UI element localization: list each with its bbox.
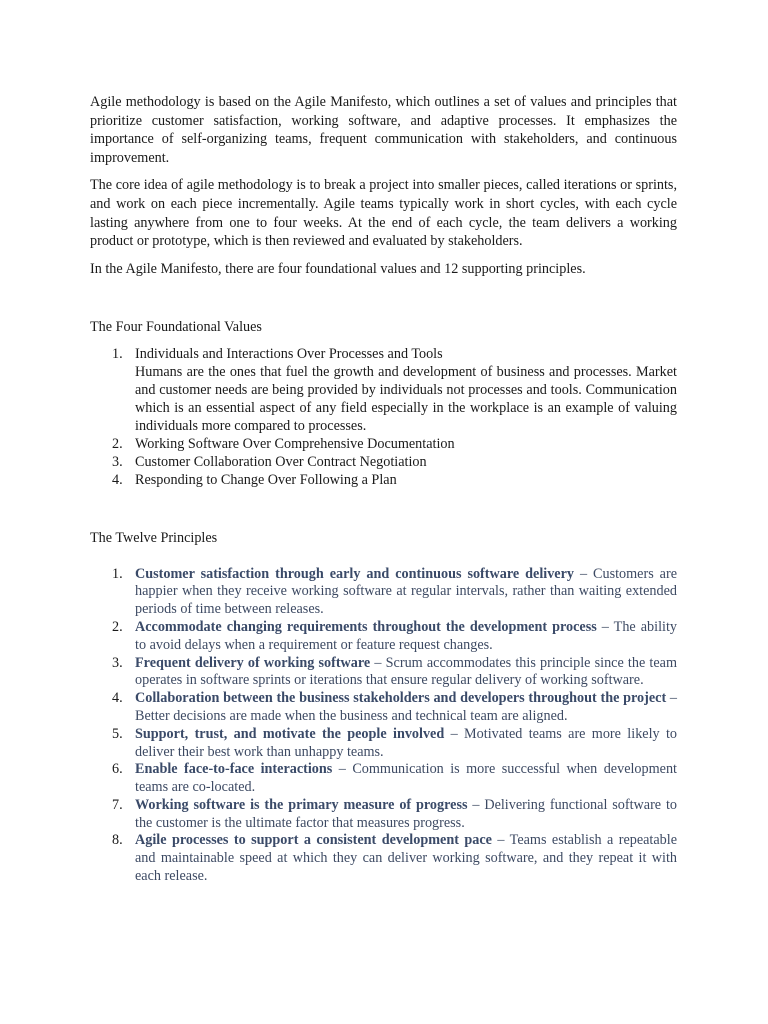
- principle-title: Frequent delivery of working software: [135, 654, 371, 671]
- intro-paragraph-1: Agile methodology is based on the Agile Manifesto, which outlines a set of values and principles that prioritize customer satisfaction, working software, and adaptive processes. It emphasizes the importance of self-organizing teams, frequent communication with stakeholders, and continuous improvement.: [90, 94, 677, 166]
- list-number: 2.: [112, 435, 123, 452]
- principle-description: – The ability to avoid delays when a requirement or feature request changes.: [135, 618, 677, 653]
- list-number: 3.: [112, 453, 123, 470]
- list-number: 6.: [112, 761, 123, 778]
- list-number: 3.: [112, 654, 123, 671]
- list-item: [90, 453, 677, 471]
- value-title: Individuals and Interactions Over Processes and Tools: [135, 345, 443, 362]
- list-number: 2.: [112, 618, 123, 635]
- principle-title: Support, trust, and motivate the people involved: [135, 725, 445, 742]
- intro-paragraph-2: The core idea of agile methodology is to break a project into smaller pieces, called iterations or sprints, and work on each piece incrementally. Agile teams typically work in short cycles, with each cycle lasting anywhere from one to four weeks. At the end of each cycle, the team delivers a working product or prototype, which is then reviewed and evaluated by stakeholders.: [90, 177, 677, 250]
- list-number: 7.: [112, 796, 123, 813]
- list-number: 5.: [112, 725, 123, 742]
- principle-title: Agile processes to support a consistent development pace: [135, 832, 492, 849]
- list-number: 8.: [112, 832, 123, 849]
- list-item: [90, 726, 677, 762]
- document-page: [90, 93, 677, 886]
- values-heading: The Four Foundational Values: [90, 319, 262, 336]
- list-item: [90, 655, 677, 691]
- principle-description: – Scrum accommodates this principle since the team operates in software sprints or iterations that ensure regular delivery of working software.: [135, 654, 677, 689]
- principle-description: – Motivated teams are more likely to deliver their best work than unhappy teams.: [135, 725, 677, 760]
- principle-title: Accommodate changing requirements throughout the development process: [135, 618, 597, 635]
- list-item: [90, 566, 677, 619]
- list-item: [90, 435, 677, 453]
- principle-title: Collaboration between the business stakeholders and developers throughout the project: [135, 690, 667, 707]
- principle-title: Working software is the primary measure of progress: [135, 796, 468, 813]
- principles-heading: The Twelve Principles: [90, 529, 218, 546]
- list-item: [90, 832, 677, 885]
- principle-description: – Customers are happier when they receive working software at regular intervals, rather than waiting extended periods of time between releases.: [135, 565, 677, 618]
- principle-description: – Delivering functional software to the customer is the ultimate factor that measures progress.: [135, 796, 677, 831]
- list-number: 4.: [112, 690, 123, 707]
- list-number: 1.: [112, 565, 123, 582]
- principles-list: [90, 566, 677, 886]
- value-title: Customer Collaboration Over Contract Negotiation: [135, 453, 427, 470]
- list-item: [90, 690, 677, 726]
- list-number: 1.: [112, 345, 123, 362]
- list-number: 4.: [112, 471, 123, 488]
- value-title: Responding to Change Over Following a Plan: [135, 471, 397, 488]
- principle-description: – Communication is more successful when development teams are co-located.: [135, 761, 677, 796]
- list-item: [90, 761, 677, 797]
- value-description: Humans are the ones that fuel the growth and development of business and processes. Market and customer needs are being provided by individuals not processes and tools. Communication which is an essential aspect of any field especially in the workplace is an example of valuing individuals more compared to processes.: [135, 363, 677, 434]
- principle-description: – Teams establish a repeatable and maintainable speed at which they can deliver working software, and they repeat it with each release.: [135, 832, 677, 885]
- principle-description: – Better decisions are made when the business and technical team are aligned.: [135, 690, 678, 724]
- list-item: [90, 619, 677, 655]
- principle-title: Enable face-to-face interactions: [135, 761, 333, 778]
- value-title: Working Software Over Comprehensive Documentation: [135, 435, 455, 452]
- list-item: [90, 345, 677, 435]
- list-item: [90, 797, 677, 833]
- intro-paragraph-3: In the Agile Manifesto, there are four foundational values and 12 supporting principles.: [90, 260, 586, 277]
- list-item: [90, 471, 677, 489]
- principle-title: Customer satisfaction through early and continuous software delivery: [135, 565, 574, 582]
- values-list: [90, 345, 677, 489]
